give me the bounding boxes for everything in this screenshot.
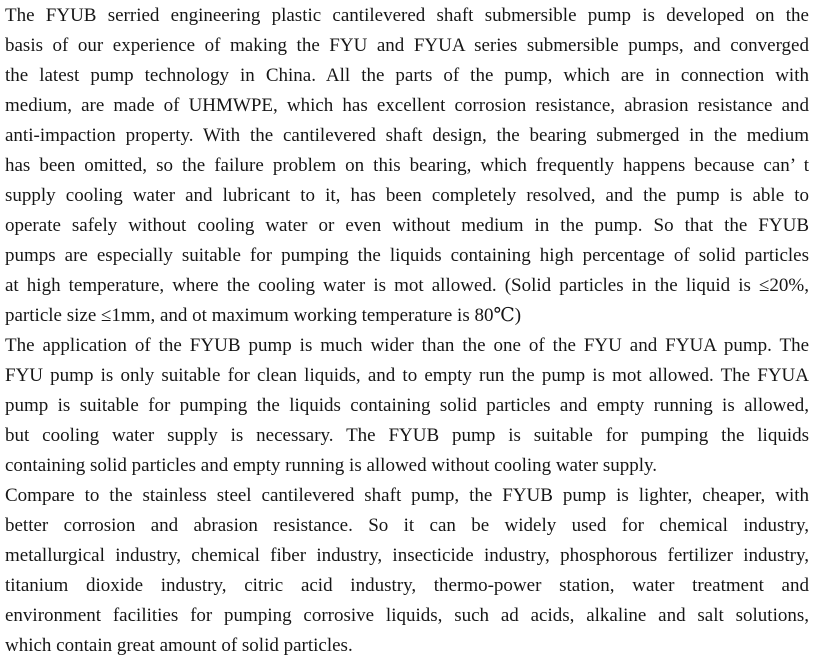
text-line: particle size ≤1mm, and ot maximum working temperature is 80℃) [5, 305, 522, 326]
text-line: The application of the FYUB pump is much wider than the one of the FYU and FYUA pump. The [5, 335, 809, 356]
text-line: which contain great amount of solid particles. [5, 635, 353, 656]
text-line: at high temperature, where the cooling water is mot allowed. (Solid particles in the liquid is ≤20%, [5, 275, 809, 296]
text-line: The FYUB serried engineering plastic cantilevered shaft submersible pump is developed on the [5, 5, 809, 26]
text-line: environment facilities for pumping corrosive liquids, such ad acids, alkaline and salt solutions, [5, 605, 809, 626]
text-line: operate safely without cooling water or even without medium in the pump. So that the FYUB [5, 215, 809, 236]
text-line: anti-impaction property. With the cantilevered shaft design, the bearing submerged in the medium [5, 125, 809, 146]
text-line: pump is suitable for pumping the liquids containing solid particles and empty running is allowed, [5, 395, 809, 416]
text-line: but cooling water supply is necessary. The FYUB pump is suitable for pumping the liquids [5, 425, 809, 446]
text-line: medium, are made of UHMWPE, which has excellent corrosion resistance, abrasion resistance and [5, 95, 809, 116]
text-line: basis of our experience of making the FYU and FYUA series submersible pumps, and converged [5, 35, 809, 56]
document-text [5, 1, 809, 661]
text-line: supply cooling water and lubricant to it, has been completely resolved, and the pump is able to [5, 185, 809, 206]
text-line: better corrosion and abrasion resistance. So it can be widely used for chemical industry, [5, 515, 809, 536]
text-line: the latest pump technology in China. All the parts of the pump, which are in connection with [5, 65, 809, 86]
text-line: Compare to the stainless steel cantilevered shaft pump, the FYUB pump is lighter, cheaper, with [5, 485, 809, 506]
text-line: pumps are especially suitable for pumping the liquids containing high percentage of solid particles [5, 245, 809, 266]
text-line: titanium dioxide industry, citric acid industry, thermo-power station, water treatment and [5, 575, 809, 596]
text-line: containing solid particles and empty running is allowed without cooling water supply. [5, 455, 658, 476]
paragraph [5, 331, 809, 481]
paragraph [5, 481, 809, 661]
text-line: FYU pump is only suitable for clean liquids, and to empty run the pump is mot allowed. The FYUA [5, 365, 809, 386]
text-line: has been omitted, so the failure problem on this bearing, which frequently happens because can’ t [5, 155, 809, 176]
text-line: metallurgical industry, chemical fiber industry, insecticide industry, phosphorous fertilizer industry, [5, 545, 809, 566]
paragraph [5, 1, 809, 331]
